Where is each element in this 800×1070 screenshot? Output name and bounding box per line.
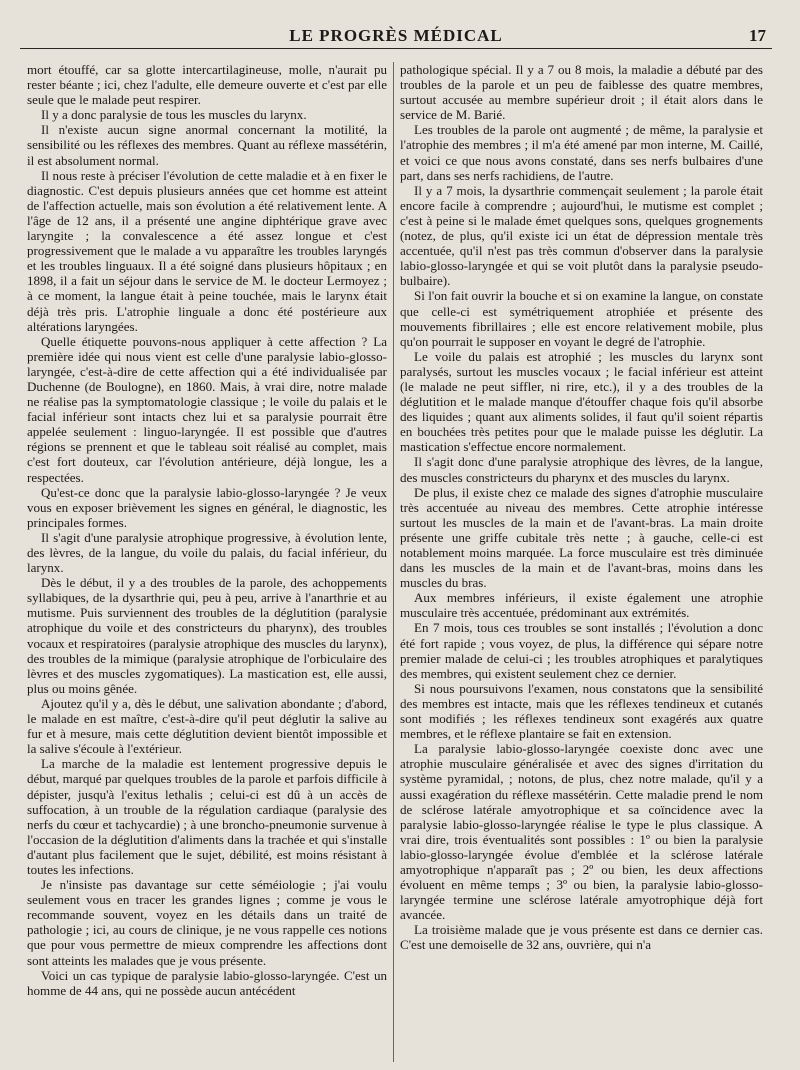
journal-title: LE PROGRÈS MÉDICAL xyxy=(289,26,503,45)
paragraph: Si nous poursuivons l'examen, nous constatons que la sensibilité des membres est intacte, mais que les réflexes tendineux et cutanés sont modifiés ; les réflexes tendineux sont exagérés aux quatre membres, et le réflexe plantaire se fait en extension. xyxy=(400,680,763,742)
paragraph: La paralysie labio-glosso-laryngée coexiste donc avec une atrophie musculaire généralisée et avec des signes d'irritation du système pyramidal, ; notons, de plus, chez notre malade, qu'il y a aussi exagération du réflexe massétérin. Cette maladie prend le nom de sclérose latérale amyotrophique et sa coïncidence avec la paralysie labio-glosso-laryngée réalise le type le plus classique. A vrai dire, trois éventualités sont possibles : 1º ou bien la paralysie labio-glosso-laryngée évolue d'emblée et la sclérose latérale amyotrophique n'apparaît pas ; 2º ou bien, les deux affections évoluent en même temps ; 3º ou bien, la paralysie labio-glosso-laryngée termine une sclérose latérale amyotrophique déjà fort avancée. xyxy=(400,741,763,923)
paragraph: De plus, il existe chez ce malade des signes d'atrophie musculaire très accentuée au niveau des membres. Cette atrophie intéresse surtout les muscles de la main et de l'avant-bras. La main droite présente une griffe cubitale très nette ; à gauche, celle-ci est notablement moins marquée. La force musculaire est très diminuée dans les muscles de la main et de l'avant-bras, moins dans les muscles du bras. xyxy=(400,484,763,591)
paragraph: La marche de la maladie est lentement progressive depuis le début, marqué par quelques troubles de la parole et parfois difficile à dépister, jusqu'à l'exitus lethalis ; celui-ci est dû à un accès de suffocation, à un trouble de la régulation cardiaque (paralysie des nerfs du cœur et tachycardie) ; à une broncho-pneumonie survenue à l'occasion de la déglutition d'aliments dans la trachée et qui s'installe d'autant plus facilement que le sujet, débilité, est moins résistant à toutes les infections. xyxy=(27,756,387,877)
paragraph: Il n'existe aucun signe anormal concernant la motilité, la sensibilité ou les réflexes des membres. Quant au réflexe massétérin, il est absolument normal. xyxy=(27,122,387,168)
paragraph: Voici un cas typique de paralysie labio-glosso-laryngée. C'est un homme de 44 ans, qui ne possède aucun antécédent xyxy=(27,967,387,998)
paragraph: Dès le début, il y a des troubles de la parole, des achoppements syllabiques, de la dysarthrie qui, peu à peu, arrive à l'anarthrie et au mutisme. Puis surviennent des troubles de la déglutition (paralysie atrophique du voile et des constricteurs du pharynx), des troubles vocaux et respiratoires (paralysie atrophique des muscles du larynx), des troubles de la mimique (paralysie atrophique de l'orbiculaire des lèvres et des muscles zygomatiques). La mastication est, elle aussi, plus ou moins gênée. xyxy=(27,575,387,696)
paragraph: Les troubles de la parole ont augmenté ; de même, la paralysie et l'atrophie des membres ; il m'a été amené par mon interne, M. Caillé, et voici ce que nous avons constaté, dans ses nerfs bulbaires d'une part, dans ses nerfs rachidiens, de l'autre. xyxy=(400,122,763,183)
paragraph: Ajoutez qu'il y a, dès le début, une salivation abondante ; d'abord, le malade en est maître, c'est-à-dire qu'il peut déglutir la salive au fur et à mesure, mais cette déglutition devient bientôt impossible et la salive s'écoule à l'extérieur. xyxy=(27,695,387,757)
paragraph: Qu'est-ce donc que la paralysie labio-glosso-laryngée ? Je veux vous en exposer brièvement les signes en général, le diagnostic, les principales formes. xyxy=(27,484,387,530)
paragraph: Il nous reste à préciser l'évolution de cette maladie et à en fixer le diagnostic. C'est depuis plusieurs années que cet homme est atteint de l'affection actuelle, mais son évolution a été relativement lente. A l'âge de 12 ans, il a présenté une angine diphtérique grave avec laryngite ; la convalescence a été assez longue et c'est progressivement que le malade a vu apparaître les troubles laryngés et les troubles linguaux. Il a été soigné dans plusieurs hôpitaux ; en 1898, il a fait un séjour dans le service de M. le docteur Lermoyez ; à ce moment, la langue était à peine touchée, mais le larynx était déjà très pris. L'atrophie linguale a donc été postérieure aux altérations laryngées. xyxy=(27,167,387,334)
paragraph: En 7 mois, tous ces troubles se sont installés ; l'évolution a donc été fort rapide ; vous voyez, de plus, la différence qui sépare notre premier malade de celui-ci ; les troubles atrophiques et paralytiques des membres, qui existent seulement chez ce dernier. xyxy=(400,620,763,681)
paragraph: La troisième malade que je vous présente est dans ce dernier cas. C'est une demoiselle de 32 ans, ouvrière, qui n'a xyxy=(400,922,763,953)
paragraph: Il y a 7 mois, la dysarthrie commençait seulement ; la parole était encore facile à comprendre ; aujourd'hui, le mutisme est complet ; c'est à peine si le malade émet quelques sons, quelques grognements (notez, de plus, qu'il existe ici un état de dépression mentale très accentuée, qu'il n'est pas très commun d'observer dans la paralysie labio-glosso-laryngée et qui se voit plutôt dans la paralysie pseudo-bulbaire). xyxy=(400,182,763,289)
page-header xyxy=(20,22,772,50)
paragraph: pathologique spécial. Il y a 7 ou 8 mois, la maladie a débuté par des troubles de la parole et un peu de faiblesse des quatre membres, surtout accusée au membre supérieur droit ; il était alors dans le service de M. Barié. xyxy=(400,62,763,123)
paragraph: Il s'agit donc d'une paralysie atrophique des lèvres, de la langue, des muscles constricteurs du pharynx et des muscles du larynx. xyxy=(400,454,763,485)
page-number: 17 xyxy=(749,26,766,45)
paragraph: Il y a donc paralysie de tous les muscles du larynx. xyxy=(41,107,307,123)
right-column xyxy=(400,62,763,1062)
paragraph: Le voile du palais est atrophié ; les muscles du larynx sont paralysés, surtout les muscles vocaux ; le facial inférieur est atteint (le malade ne peut siffler, ni rire, etc.), il y a des troubles de la déglutition et le malade manque d'étouffer chaque fois qu'il absorbe des liquides ; quant aux aliments solides, il faut qu'il soient répartis en bouchées très petites pour que le malade puisse les déglutir. La mastication s'effectue encore normalement. xyxy=(400,348,763,455)
paragraph: Je n'insiste pas davantage sur cette séméiologie ; j'ai voulu seulement vous en tracer les grandes lignes ; comme je vous le recommande souvent, voyez en les détails dans un traité de pathologie ; ici, au cours de clinique, je ne vous rappelle ces notions que pour vous permettre de mieux comprendre les affections dont sont atteints les malades que je vous présente. xyxy=(27,877,387,968)
column-divider xyxy=(393,62,394,1062)
paragraph: Quelle étiquette pouvons-nous appliquer à cette affection ? La première idée qui nous vient est celle d'une paralysie labio-glosso-laryngée, c'est-à-dire de cette affection qui a été individualisée par Duchenne (de Boulogne), en 1860. Mais, à vrai dire, notre malade ne réalise pas la symptomatologie classique ; le voile du palais et le facial inférieur sont intacts chez lui et sa paralysie pourrait être appelée seulement : linguo-laryngée. Il est possible que d'autres régions se prennent et que le tableau soit réalisé au complet, mais c'est fort douteux, car l'évolution antérieure, déjà longue, les a respectées. xyxy=(27,333,387,485)
header-rule xyxy=(20,48,772,49)
paragraph: Si l'on fait ouvrir la bouche et si on examine la langue, on constate que celle-ci est symétriquement atrophiée et présente des mouvements fibrillaires ; elle est encore relativement mobile, plus qu'on pourrait le supposer en voyant le degré de l'atrophie. xyxy=(400,288,763,349)
paragraph: Aux membres inférieurs, il existe également une atrophie musculaire très accentuée, prédominant aux extrémités. xyxy=(400,590,763,621)
paragraph: mort étouffé, car sa glotte intercartilagineuse, molle, n'aurait pu rester béante ; ici, chez l'adulte, elle demeure ouverte et c'est par elle seule que le malade peut respirer. xyxy=(27,62,387,108)
paragraph: Il s'agit d'une paralysie atrophique progressive, à évolution lente, des lèvres, de la langue, du voile du palais, du facial inférieur, du larynx. xyxy=(27,529,387,576)
left-column xyxy=(27,62,387,1062)
